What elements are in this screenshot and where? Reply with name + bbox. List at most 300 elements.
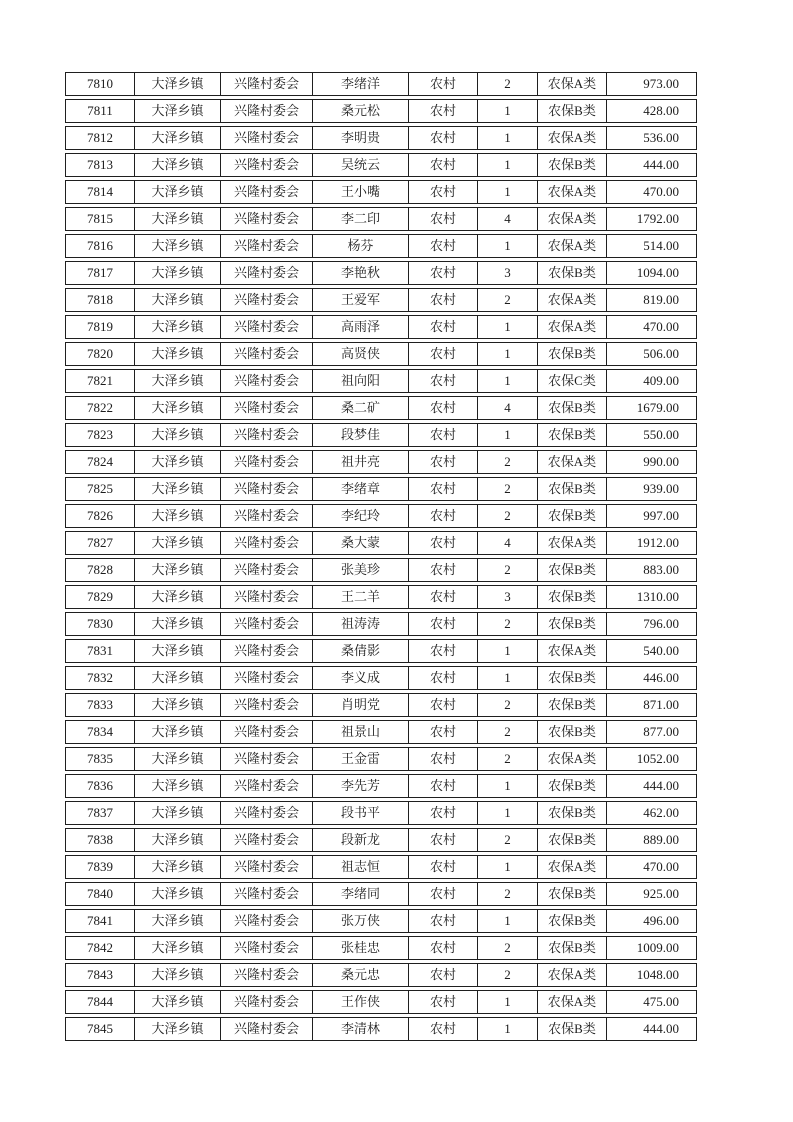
cell-town: 大泽乡镇 [135,207,221,231]
cell-amount: 889.00 [607,828,697,852]
cell-count: 2 [478,477,538,501]
table-row [65,261,697,285]
cell-count: 1 [478,369,538,393]
table-row [65,639,697,663]
cell-amount: 470.00 [607,180,697,204]
cell-serial: 7839 [65,855,135,879]
cell-town: 大泽乡镇 [135,153,221,177]
cell-name: 肖明党 [313,693,409,717]
cell-name: 王爱军 [313,288,409,312]
table-row [65,504,697,528]
cell-residence: 农村 [409,882,478,906]
cell-serial: 7845 [65,1017,135,1041]
cell-amount: 536.00 [607,126,697,150]
cell-serial: 7831 [65,639,135,663]
cell-town: 大泽乡镇 [135,288,221,312]
cell-town: 大泽乡镇 [135,990,221,1014]
table-row [65,450,697,474]
cell-village: 兴隆村委会 [221,720,313,744]
cell-name: 李纪玲 [313,504,409,528]
cell-count: 2 [478,612,538,636]
cell-village: 兴隆村委会 [221,855,313,879]
cell-residence: 农村 [409,342,478,366]
cell-amount: 475.00 [607,990,697,1014]
cell-amount: 496.00 [607,909,697,933]
cell-count: 1 [478,855,538,879]
cell-category: 农保A类 [538,234,607,258]
cell-residence: 农村 [409,747,478,771]
table-row [65,369,697,393]
cell-town: 大泽乡镇 [135,801,221,825]
cell-amount: 925.00 [607,882,697,906]
cell-amount: 444.00 [607,1017,697,1041]
cell-serial: 7830 [65,612,135,636]
cell-count: 2 [478,504,538,528]
table-row [65,207,697,231]
cell-town: 大泽乡镇 [135,72,221,96]
table-row [65,612,697,636]
cell-residence: 农村 [409,720,478,744]
cell-amount: 428.00 [607,99,697,123]
cell-amount: 997.00 [607,504,697,528]
table-row [65,1017,697,1041]
cell-town: 大泽乡镇 [135,882,221,906]
cell-count: 2 [478,747,538,771]
cell-category: 农保A类 [538,531,607,555]
cell-town: 大泽乡镇 [135,126,221,150]
cell-town: 大泽乡镇 [135,612,221,636]
table-row [65,909,697,933]
cell-amount: 409.00 [607,369,697,393]
cell-serial: 7834 [65,720,135,744]
cell-town: 大泽乡镇 [135,504,221,528]
cell-residence: 农村 [409,1017,478,1041]
table-row [65,774,697,798]
cell-serial: 7836 [65,774,135,798]
cell-village: 兴隆村委会 [221,396,313,420]
cell-serial: 7811 [65,99,135,123]
cell-amount: 550.00 [607,423,697,447]
cell-category: 农保B类 [538,666,607,690]
cell-village: 兴隆村委会 [221,909,313,933]
cell-name: 王二羊 [313,585,409,609]
cell-count: 1 [478,1017,538,1041]
cell-serial: 7820 [65,342,135,366]
cell-serial: 7825 [65,477,135,501]
cell-residence: 农村 [409,909,478,933]
cell-serial: 7840 [65,882,135,906]
cell-serial: 7838 [65,828,135,852]
cell-village: 兴隆村委会 [221,126,313,150]
cell-name: 祖景山 [313,720,409,744]
cell-residence: 农村 [409,504,478,528]
cell-village: 兴隆村委会 [221,423,313,447]
cell-name: 桑倩影 [313,639,409,663]
cell-serial: 7821 [65,369,135,393]
cell-name: 高雨泽 [313,315,409,339]
cell-residence: 农村 [409,315,478,339]
cell-town: 大泽乡镇 [135,774,221,798]
cell-residence: 农村 [409,693,478,717]
table-row [65,72,697,96]
cell-village: 兴隆村委会 [221,882,313,906]
table-row [65,963,697,987]
cell-name: 桑二矿 [313,396,409,420]
cell-count: 1 [478,153,538,177]
cell-residence: 农村 [409,207,478,231]
cell-serial: 7841 [65,909,135,933]
cell-residence: 农村 [409,234,478,258]
cell-town: 大泽乡镇 [135,1017,221,1041]
cell-village: 兴隆村委会 [221,612,313,636]
cell-village: 兴隆村委会 [221,990,313,1014]
cell-village: 兴隆村委会 [221,1017,313,1041]
cell-count: 4 [478,207,538,231]
cell-town: 大泽乡镇 [135,423,221,447]
cell-category: 农保B类 [538,342,607,366]
cell-town: 大泽乡镇 [135,855,221,879]
cell-serial: 7816 [65,234,135,258]
cell-town: 大泽乡镇 [135,585,221,609]
cell-amount: 871.00 [607,693,697,717]
cell-residence: 农村 [409,126,478,150]
cell-residence: 农村 [409,855,478,879]
cell-name: 李义成 [313,666,409,690]
cell-name: 李先芳 [313,774,409,798]
cell-name: 桑元忠 [313,963,409,987]
cell-amount: 939.00 [607,477,697,501]
cell-amount: 1009.00 [607,936,697,960]
cell-serial: 7814 [65,180,135,204]
cell-residence: 农村 [409,936,478,960]
cell-amount: 462.00 [607,801,697,825]
cell-name: 王小嘴 [313,180,409,204]
cell-name: 高贤侠 [313,342,409,366]
cell-count: 1 [478,423,538,447]
cell-residence: 农村 [409,585,478,609]
cell-name: 李绪洋 [313,72,409,96]
cell-village: 兴隆村委会 [221,558,313,582]
cell-village: 兴隆村委会 [221,747,313,771]
cell-village: 兴隆村委会 [221,828,313,852]
cell-town: 大泽乡镇 [135,531,221,555]
cell-town: 大泽乡镇 [135,558,221,582]
table-row [65,882,697,906]
cell-count: 4 [478,396,538,420]
records-table [65,69,697,1044]
cell-serial: 7827 [65,531,135,555]
cell-count: 1 [478,180,538,204]
cell-residence: 农村 [409,828,478,852]
cell-count: 1 [478,126,538,150]
cell-count: 1 [478,99,538,123]
cell-village: 兴隆村委会 [221,531,313,555]
cell-residence: 农村 [409,990,478,1014]
cell-name: 段梦佳 [313,423,409,447]
cell-count: 1 [478,801,538,825]
cell-category: 农保A类 [538,747,607,771]
cell-amount: 819.00 [607,288,697,312]
cell-amount: 514.00 [607,234,697,258]
cell-name: 祖志恒 [313,855,409,879]
cell-serial: 7832 [65,666,135,690]
cell-category: 农保A类 [538,963,607,987]
cell-amount: 1679.00 [607,396,697,420]
cell-category: 农保B类 [538,396,607,420]
cell-category: 农保B类 [538,558,607,582]
cell-serial: 7828 [65,558,135,582]
cell-town: 大泽乡镇 [135,261,221,285]
cell-town: 大泽乡镇 [135,450,221,474]
cell-amount: 470.00 [607,315,697,339]
cell-village: 兴隆村委会 [221,639,313,663]
cell-amount: 877.00 [607,720,697,744]
table-row [65,396,697,420]
table-row [65,99,697,123]
cell-serial: 7842 [65,936,135,960]
cell-serial: 7843 [65,963,135,987]
table-row [65,477,697,501]
cell-village: 兴隆村委会 [221,666,313,690]
cell-category: 农保B类 [538,882,607,906]
table-row [65,342,697,366]
table-row [65,720,697,744]
cell-category: 农保B类 [538,477,607,501]
cell-residence: 农村 [409,72,478,96]
cell-serial: 7813 [65,153,135,177]
cell-serial: 7837 [65,801,135,825]
table-row [65,855,697,879]
cell-category: 农保B类 [538,693,607,717]
cell-residence: 农村 [409,666,478,690]
cell-serial: 7812 [65,126,135,150]
cell-name: 张美珍 [313,558,409,582]
cell-name: 王作侠 [313,990,409,1014]
cell-serial: 7817 [65,261,135,285]
cell-residence: 农村 [409,801,478,825]
cell-category: 农保B类 [538,828,607,852]
cell-category: 农保C类 [538,369,607,393]
cell-serial: 7826 [65,504,135,528]
cell-amount: 1310.00 [607,585,697,609]
cell-serial: 7829 [65,585,135,609]
cell-amount: 973.00 [607,72,697,96]
cell-category: 农保A类 [538,990,607,1014]
cell-category: 农保B类 [538,1017,607,1041]
cell-amount: 796.00 [607,612,697,636]
table-row [65,828,697,852]
cell-village: 兴隆村委会 [221,72,313,96]
cell-name: 桑大蒙 [313,531,409,555]
cell-count: 2 [478,558,538,582]
cell-count: 1 [478,639,538,663]
cell-residence: 农村 [409,612,478,636]
cell-category: 农保B类 [538,936,607,960]
cell-residence: 农村 [409,423,478,447]
cell-amount: 446.00 [607,666,697,690]
cell-town: 大泽乡镇 [135,639,221,663]
cell-name: 李明贵 [313,126,409,150]
cell-name: 张万侠 [313,909,409,933]
cell-count: 2 [478,936,538,960]
table-row [65,747,697,771]
cell-count: 3 [478,261,538,285]
cell-residence: 农村 [409,99,478,123]
cell-category: 农保A类 [538,288,607,312]
cell-town: 大泽乡镇 [135,234,221,258]
table-row [65,315,697,339]
cell-village: 兴隆村委会 [221,963,313,987]
cell-residence: 农村 [409,396,478,420]
cell-serial: 7815 [65,207,135,231]
cell-amount: 540.00 [607,639,697,663]
cell-category: 农保B类 [538,801,607,825]
cell-category: 农保B类 [538,261,607,285]
cell-serial: 7833 [65,693,135,717]
table-row [65,288,697,312]
cell-count: 2 [478,72,538,96]
cell-village: 兴隆村委会 [221,693,313,717]
cell-count: 2 [478,693,538,717]
cell-amount: 1052.00 [607,747,697,771]
cell-category: 农保B类 [538,909,607,933]
cell-count: 1 [478,342,538,366]
cell-category: 农保B类 [538,612,607,636]
cell-serial: 7822 [65,396,135,420]
cell-category: 农保A类 [538,207,607,231]
cell-amount: 1048.00 [607,963,697,987]
table-row [65,936,697,960]
cell-category: 农保B类 [538,423,607,447]
cell-name: 杨芬 [313,234,409,258]
cell-category: 农保A类 [538,639,607,663]
cell-category: 农保B类 [538,585,607,609]
cell-category: 农保A类 [538,855,607,879]
cell-count: 2 [478,828,538,852]
cell-amount: 1094.00 [607,261,697,285]
cell-town: 大泽乡镇 [135,963,221,987]
cell-village: 兴隆村委会 [221,99,313,123]
cell-residence: 农村 [409,558,478,582]
cell-town: 大泽乡镇 [135,909,221,933]
cell-name: 吴统云 [313,153,409,177]
cell-count: 1 [478,909,538,933]
cell-town: 大泽乡镇 [135,180,221,204]
cell-name: 李绪章 [313,477,409,501]
cell-residence: 农村 [409,288,478,312]
cell-count: 1 [478,990,538,1014]
cell-village: 兴隆村委会 [221,315,313,339]
table-row [65,423,697,447]
cell-category: 农保B类 [538,153,607,177]
cell-name: 李清林 [313,1017,409,1041]
cell-count: 2 [478,963,538,987]
cell-category: 农保B类 [538,774,607,798]
cell-count: 4 [478,531,538,555]
table-row [65,585,697,609]
cell-count: 1 [478,234,538,258]
cell-amount: 444.00 [607,153,697,177]
cell-village: 兴隆村委会 [221,207,313,231]
cell-amount: 883.00 [607,558,697,582]
cell-residence: 农村 [409,450,478,474]
cell-residence: 农村 [409,477,478,501]
cell-name: 李绪同 [313,882,409,906]
cell-name: 段书平 [313,801,409,825]
cell-count: 2 [478,450,538,474]
cell-count: 3 [478,585,538,609]
table-row [65,693,697,717]
table-row [65,666,697,690]
cell-residence: 农村 [409,639,478,663]
cell-village: 兴隆村委会 [221,180,313,204]
cell-serial: 7835 [65,747,135,771]
cell-category: 农保A类 [538,126,607,150]
cell-residence: 农村 [409,261,478,285]
table-row [65,153,697,177]
cell-name: 祖涛涛 [313,612,409,636]
cell-amount: 506.00 [607,342,697,366]
cell-village: 兴隆村委会 [221,288,313,312]
cell-village: 兴隆村委会 [221,936,313,960]
table-row [65,801,697,825]
cell-town: 大泽乡镇 [135,369,221,393]
cell-count: 2 [478,720,538,744]
table-row [65,234,697,258]
cell-town: 大泽乡镇 [135,720,221,744]
cell-name: 祖向阳 [313,369,409,393]
table-row [65,126,697,150]
table-body [65,72,697,1041]
cell-residence: 农村 [409,369,478,393]
cell-village: 兴隆村委会 [221,801,313,825]
cell-name: 段新龙 [313,828,409,852]
cell-count: 1 [478,315,538,339]
table-row [65,531,697,555]
cell-town: 大泽乡镇 [135,315,221,339]
cell-count: 2 [478,882,538,906]
cell-serial: 7824 [65,450,135,474]
cell-category: 农保B类 [538,720,607,744]
cell-category: 农保B类 [538,504,607,528]
cell-amount: 470.00 [607,855,697,879]
cell-village: 兴隆村委会 [221,342,313,366]
cell-town: 大泽乡镇 [135,396,221,420]
cell-name: 王金雷 [313,747,409,771]
cell-village: 兴隆村委会 [221,450,313,474]
cell-name: 桑元松 [313,99,409,123]
cell-village: 兴隆村委会 [221,153,313,177]
cell-category: 农保B类 [538,99,607,123]
cell-category: 农保A类 [538,72,607,96]
cell-village: 兴隆村委会 [221,585,313,609]
cell-residence: 农村 [409,963,478,987]
table-row [65,990,697,1014]
cell-residence: 农村 [409,180,478,204]
cell-town: 大泽乡镇 [135,747,221,771]
cell-village: 兴隆村委会 [221,504,313,528]
cell-town: 大泽乡镇 [135,693,221,717]
cell-count: 1 [478,666,538,690]
cell-amount: 1792.00 [607,207,697,231]
cell-name: 李二印 [313,207,409,231]
cell-category: 农保A类 [538,315,607,339]
cell-count: 1 [478,774,538,798]
cell-town: 大泽乡镇 [135,936,221,960]
cell-town: 大泽乡镇 [135,666,221,690]
cell-serial: 7844 [65,990,135,1014]
cell-serial: 7818 [65,288,135,312]
